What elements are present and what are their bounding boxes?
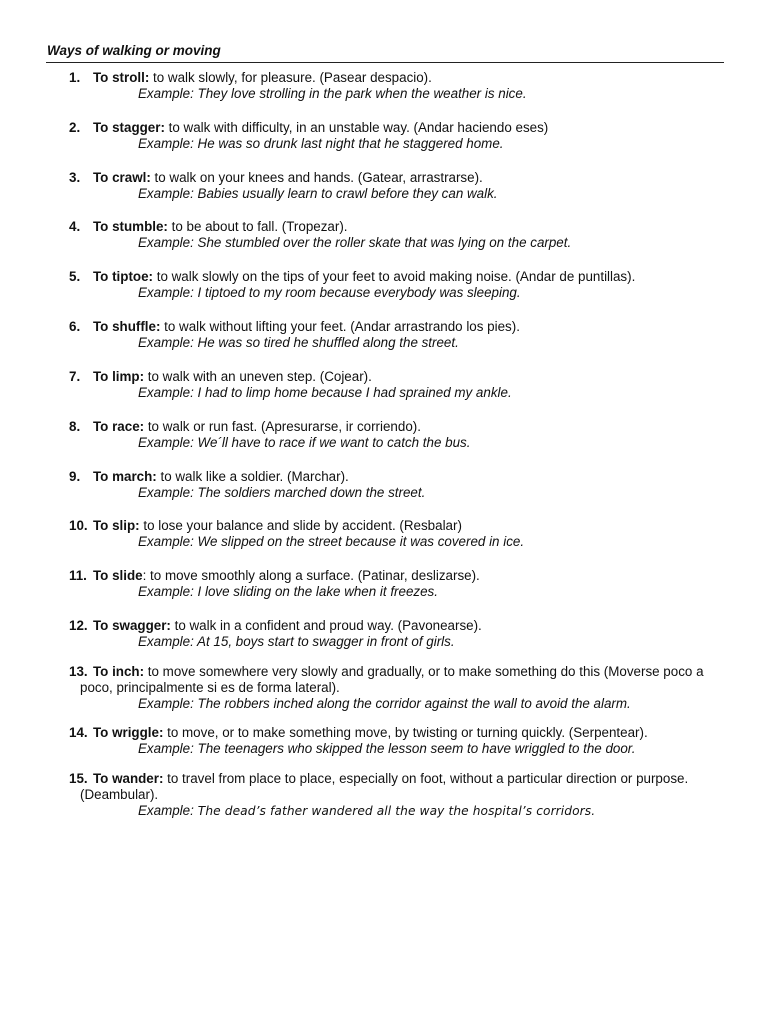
example-text: The teenagers who skipped the lesson seem to have wriggled to the door.	[193, 741, 636, 757]
example-line	[138, 335, 768, 351]
list-item	[0, 664, 768, 713]
item-definition: to move somewhere very slowly and gradually, or to make something do this (Moverse poco a poco, principalmente si es de forma lateral).	[80, 664, 704, 696]
example-text: He was so drunk last night that he staggered home.	[193, 136, 504, 152]
item-term: To stagger:	[93, 120, 165, 135]
item-term: To tiptoe:	[93, 269, 153, 284]
example-label: Example:	[138, 285, 194, 301]
definition-line	[0, 219, 768, 235]
item-term: To wriggle:	[93, 725, 164, 740]
definition-line	[0, 725, 768, 741]
example-line	[138, 534, 768, 550]
definition-line	[0, 369, 768, 385]
example-text: Babies usually learn to crawl before they can walk.	[193, 186, 498, 202]
list-item	[0, 120, 768, 152]
example-line	[138, 136, 768, 152]
list-item	[0, 618, 768, 650]
item-definition: : to move smoothly along a surface. (Patinar, deslizarse).	[142, 568, 480, 583]
item-definition: to walk slowly on the tips of your feet to avoid making noise. (Andar de puntillas).	[153, 269, 636, 284]
example-label: Example:	[138, 634, 194, 650]
item-term: To wander:	[93, 771, 164, 786]
example-line	[138, 741, 768, 757]
example-label: Example:	[138, 534, 194, 550]
example-line	[138, 86, 768, 102]
example-label: Example:	[138, 186, 194, 202]
item-number: 12.	[69, 618, 88, 633]
item-definition: to walk like a soldier. (Marchar).	[156, 469, 349, 484]
definition-line	[0, 170, 768, 186]
example-text: They love strolling in the park when the weather is nice.	[193, 86, 527, 102]
definition-line	[0, 269, 768, 285]
example-label: Example:	[138, 86, 194, 102]
example-text: We´ll have to race if we want to catch the bus.	[193, 435, 471, 451]
example-text: He was so tired he shuffled along the street.	[193, 335, 459, 351]
example-line	[138, 696, 768, 712]
example-text: At 15, boys start to swagger in front of girls.	[193, 634, 455, 650]
example-line	[138, 584, 768, 600]
example-text: I had to limp home because I had sprained my ankle.	[193, 385, 512, 401]
item-number: 9.	[69, 469, 81, 484]
item-number: 3.	[69, 170, 81, 185]
item-term: To stroll:	[93, 70, 150, 85]
item-definition: to walk with an uneven step. (Cojear).	[144, 369, 372, 384]
item-number: 4.	[69, 219, 81, 234]
item-definition: to walk on your knees and hands. (Gatear, arrastrarse).	[150, 170, 483, 185]
example-text: I love sliding on the lake when it freezes.	[193, 584, 438, 600]
item-term: To slip:	[93, 518, 140, 533]
item-number: 1.	[69, 70, 81, 85]
example-line	[138, 385, 768, 401]
definition-line	[0, 618, 768, 634]
definition-line	[0, 518, 768, 534]
item-term: To stumble:	[93, 219, 168, 234]
example-text: She stumbled over the roller skate that was lying on the carpet.	[193, 235, 572, 251]
item-term: To shuffle:	[93, 319, 161, 334]
item-definition: to lose your balance and slide by accident. (Resbalar)	[139, 518, 462, 533]
example-label: Example:	[138, 584, 194, 600]
item-definition: to walk with difficulty, in an unstable way. (Andar haciendo eses)	[164, 120, 549, 135]
item-number: 8.	[69, 419, 81, 434]
item-number: 15.	[69, 771, 88, 786]
item-number: 13.	[69, 664, 88, 679]
definition-line	[0, 469, 768, 485]
example-label: Example:	[138, 485, 194, 501]
example-label: Example:	[138, 235, 194, 251]
item-term: To race:	[93, 419, 145, 434]
list-item	[0, 269, 768, 301]
item-definition: to walk or run fast. (Apresurarse, ir corriendo).	[144, 419, 421, 434]
example-line	[138, 803, 768, 819]
list-item	[0, 219, 768, 251]
list-item	[0, 419, 768, 451]
item-definition: to walk slowly, for pleasure. (Pasear despacio).	[149, 70, 432, 85]
definition-line	[0, 319, 768, 335]
list-item	[0, 70, 768, 102]
item-number: 10.	[69, 518, 88, 533]
item-term: To slide	[93, 568, 143, 583]
example-label: Example:	[138, 335, 194, 351]
list-item	[0, 319, 768, 351]
definition-line	[0, 568, 768, 584]
item-number: 11.	[69, 568, 87, 583]
list-item	[0, 469, 768, 501]
example-line	[138, 634, 768, 650]
definition-line	[0, 70, 768, 86]
example-text: We slipped on the street because it was covered in ice.	[193, 534, 525, 550]
item-definition: to walk in a confident and proud way. (Pavonearse).	[170, 618, 482, 633]
example-label: Example:	[138, 696, 194, 712]
example-text: The soldiers marched down the street.	[193, 485, 426, 501]
item-number: 2.	[69, 120, 81, 135]
item-definition: to move, or to make something move, by twisting or turning quickly. (Serpentear).	[163, 725, 648, 740]
example-label: Example:	[138, 435, 194, 451]
example-line	[138, 435, 768, 451]
item-definition: to travel from place to place, especially on foot, without a particular direction or purpose. (Deambular).	[80, 771, 689, 803]
item-term: To crawl:	[93, 170, 151, 185]
example-label: Example:	[138, 803, 194, 819]
example-label: Example:	[138, 136, 194, 152]
list-item	[0, 568, 768, 600]
list-item	[0, 518, 768, 550]
list-item	[0, 771, 768, 820]
example-text: The dead’s father wandered all the way the hospital’s corridors.	[193, 804, 596, 819]
item-term: To inch:	[93, 664, 145, 679]
example-text: The robbers inched along the corridor against the wall to avoid the alarm.	[193, 696, 631, 712]
list-item	[0, 725, 768, 757]
example-line	[138, 485, 768, 501]
item-term: To march:	[93, 469, 157, 484]
example-label: Example:	[138, 385, 194, 401]
example-line	[138, 235, 768, 251]
example-line	[138, 186, 768, 202]
item-number: 7.	[69, 369, 81, 384]
item-number: 14.	[69, 725, 88, 740]
example-label: Example:	[138, 741, 194, 757]
definition-line	[0, 120, 768, 136]
definition-line	[0, 664, 768, 696]
document-heading: Ways of walking or moving	[47, 43, 221, 58]
item-number: 5.	[69, 269, 81, 284]
item-term: To limp:	[93, 369, 145, 384]
item-definition: to walk without lifting your feet. (Andar arrastrando los pies).	[160, 319, 520, 334]
definition-line	[0, 771, 768, 803]
example-text: I tiptoed to my room because everybody was sleeping.	[193, 285, 521, 301]
item-definition: to be about to fall. (Tropezar).	[167, 219, 348, 234]
example-line	[138, 285, 768, 301]
list-item	[0, 170, 768, 202]
item-term: To swagger:	[93, 618, 171, 633]
definition-line	[0, 419, 768, 435]
item-number: 6.	[69, 319, 81, 334]
list-item	[0, 369, 768, 401]
